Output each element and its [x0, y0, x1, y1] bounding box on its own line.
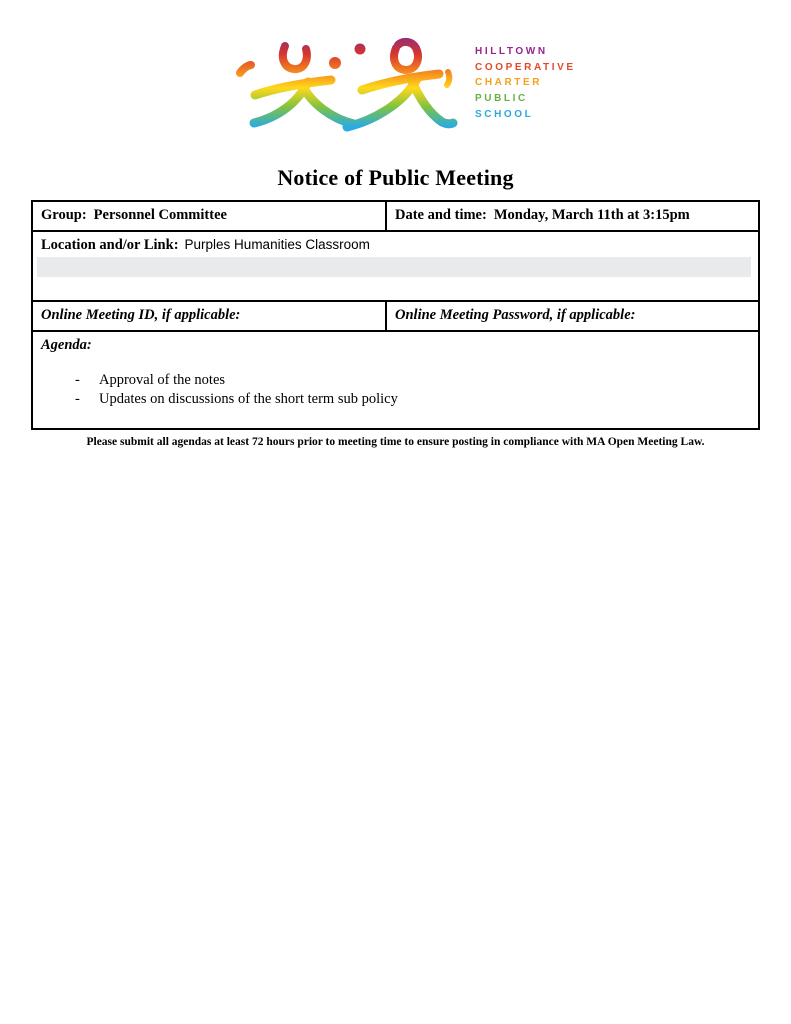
meeting-password-cell — [387, 302, 758, 330]
meeting-password-label: Online Meeting Password, if applicable: — [395, 307, 636, 323]
table-row-location — [33, 232, 758, 302]
school-name — [475, 32, 576, 123]
location-value: Purples Humanities Classroom — [184, 237, 370, 252]
compliance-note: Please submit all agendas at least 72 hours prior to meeting time to ensure posting in compliance with MA Open Meeting Law. — [86, 436, 705, 448]
school-logo — [234, 32, 576, 133]
agenda-bullet: - — [75, 372, 80, 388]
meeting-id-cell — [33, 302, 387, 330]
location-cell — [33, 232, 758, 254]
school-name-line: PUBLIC — [475, 93, 528, 105]
school-name-line: SCHOOL — [475, 108, 534, 120]
school-name-line: COOPERATIVE — [475, 61, 576, 73]
group-cell — [33, 202, 387, 230]
school-name-line: HILLTOWN — [475, 46, 548, 57]
datetime-cell — [387, 202, 758, 230]
table-row-group-datetime — [33, 202, 758, 232]
agenda-item-text: Updates on discussions of the short term sub policy — [99, 390, 398, 407]
group-value: Personnel Committee — [93, 207, 227, 223]
meeting-notice-table — [31, 200, 760, 430]
agenda-item — [75, 371, 750, 390]
agenda-bullet: - — [75, 390, 80, 407]
agenda-item — [75, 390, 750, 409]
agenda-list — [41, 371, 750, 408]
datetime-label: Date and time: — [395, 207, 487, 223]
agenda-cell — [33, 332, 758, 413]
location-label: Location and/or Link: — [41, 237, 179, 253]
group-label: Group: — [41, 207, 87, 223]
agenda-label: Agenda: — [41, 337, 92, 353]
agenda-item-text: Approval of the notes — [99, 372, 226, 388]
location-highlight-bar — [37, 257, 751, 277]
school-name-line: CHARTER — [475, 77, 543, 89]
meeting-id-label: Online Meeting ID, if applicable: — [41, 307, 241, 323]
datetime-value: Monday, March 11th at 3:15pm — [493, 207, 690, 223]
dancing-figures-rainbow-icon — [234, 32, 464, 133]
table-row-agenda — [33, 332, 758, 428]
table-row-online-meeting — [33, 302, 758, 332]
page-title: Notice of Public Meeting — [277, 165, 514, 190]
